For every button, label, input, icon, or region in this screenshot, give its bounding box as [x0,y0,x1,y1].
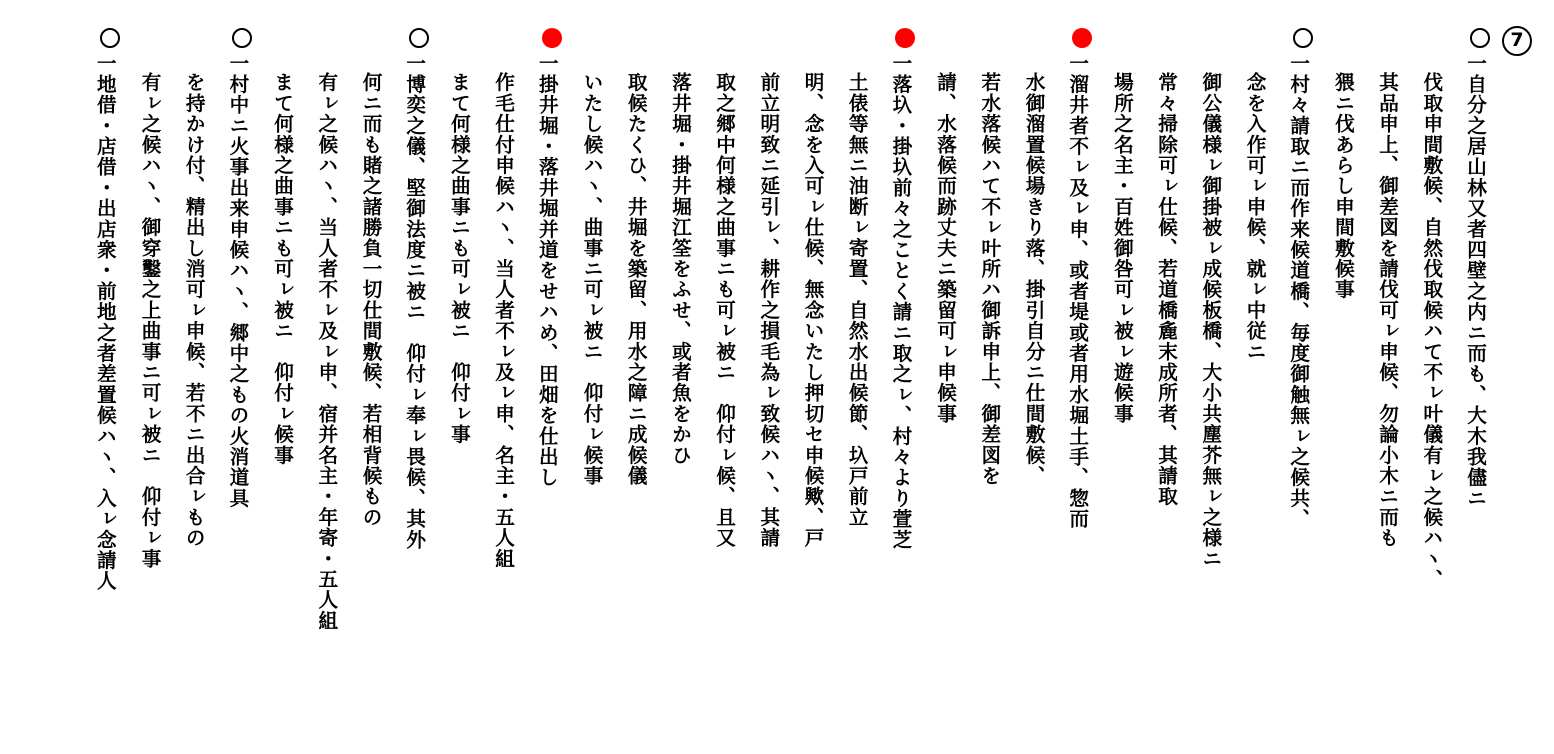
text-column [1106,0,1136,754]
column-text: 一溜井者不ㇾ及ㇾ申、或者堤或者用水堀土手、惣而 [1065,53,1089,530]
text-column [532,0,562,710]
text-column [1195,0,1225,754]
text-column [709,0,739,754]
page-number-badge: 7 [1502,26,1532,56]
text-column [1416,0,1446,754]
hollow-circle-marker [100,28,120,48]
text-column [355,0,385,754]
text-column [753,0,783,754]
column-text: 何ニ而も賭之諸勝負一切仕間敷候、若相背候もの [359,72,382,528]
hollow-circle-marker [232,28,252,48]
column-text: 一博奕之儀、堅御法度ニ被ニ 仰付ㇾ奉ㇾ畏候、其外 [402,53,426,550]
column-text: 有ㇾ之候ハヽ、当人者不ㇾ及ㇾ申、宿并名主・年寄・五人組 [314,72,338,631]
column-text: 念を入作可ㇾ申候、就ㇾ中従ニ [1243,72,1266,362]
text-column [841,0,871,754]
column-text: 水御溜置候場きり落、掛引自分ニ仕間敷候、 [1022,72,1045,486]
text-column [267,0,297,754]
column-text: 作毛仕付申候ハヽ、当人者不ㇾ及ㇾ申、名主・五人組 [491,72,515,569]
column-text: 一村々請取ニ而作来候道橋、毎度御触無ㇾ之候共、 [1286,53,1310,530]
column-text: 御公儀様ㇾ御掛被ㇾ成候板橋、大小共塵芥無ㇾ之様ニ [1198,72,1222,569]
text-column [1460,0,1490,710]
red-dot-marker [1072,28,1092,48]
text-column [620,0,650,754]
column-text: 一村中ニ火事出来申候ハヽ、郷中之もの火消道具 [225,53,249,509]
text-column [134,0,164,754]
column-text: 一落圦・掛圦前々之ことく請ニ取之ㇾ、村々より萱芝 [888,53,912,550]
red-dot-marker [895,28,915,48]
text-column [222,0,252,710]
column-text: 若水落候ハて不ㇾ叶所ハ御訴申上、御差図を [977,72,1001,486]
text-column [885,0,915,710]
column-text: 一自分之居山林又者四壁之内ニ而も、大木我儘ニ [1463,53,1487,509]
column-text: 取候たくひ、井堀を築留、用水之障ニ成候儀 [624,72,648,486]
text-column [1062,0,1092,710]
column-text: 伐取申間敷候、自然伐取候ハて不ㇾ叶儀有ㇾ之候ハヽ、 [1419,72,1443,590]
column-text: 明、念を入可ㇾ仕候、無念いたし押切セ申候歟、戸 [801,72,824,549]
column-text: 場所之名主・百姓御咎可ㇾ被ㇾ遊候事 [1110,72,1134,424]
column-text: 土俵等無ニ油断ㇾ寄置、自然水出候節、圦戸前立 [845,72,869,528]
text-column [399,0,429,710]
column-text: まて何様之曲事ニも可ㇾ被ニ 仰付ㇾ事 [447,72,471,445]
text-column [797,0,827,754]
column-text: 請、水落候而跡丈夫ニ築留可ㇾ申候事 [933,72,957,424]
text-column [443,0,473,754]
text-column [930,0,960,754]
text-column [1239,0,1269,754]
hollow-circle-marker [1470,28,1490,48]
column-text: 落井堀・掛井堀江筌をふせ、或者魚をかひ [668,72,692,466]
text-column [576,0,606,754]
text-column [90,0,120,710]
text-column [1372,0,1402,754]
text-column [488,0,518,754]
red-dot-marker [542,28,562,48]
column-text: 其品申上、御差図を請伐可ㇾ申候、勿論小木ニ而も [1375,72,1399,549]
text-column [974,0,1004,754]
column-text: 常々掃除可ㇾ仕候、若道橋麁末成所者、其請取 [1154,72,1178,507]
column-text: を持かけ付、精出し消可ㇾ申候、若不ニ出合ㇾもの [182,72,206,549]
hollow-circle-marker [1293,28,1313,48]
column-text: 一地借・店借・出店衆・前地之者差置候ハヽ、入ㇾ念請人 [93,53,117,592]
column-text: 有ㇾ之候ハヽ、御穿鑿之上曲事ニ可ㇾ被ニ 仰付ㇾ事 [138,72,161,569]
column-text: 猥ニ伐あらし申間敷候事 [1331,72,1355,300]
text-column [1151,0,1181,754]
text-column [664,0,694,754]
text-column [1283,0,1313,710]
text-column [311,0,341,754]
text-column [178,0,208,754]
column-text: 取之郷中何様之曲事ニも可ㇾ被ニ 仰付ㇾ候、且又 [712,72,736,549]
text-column [1018,0,1048,754]
hollow-circle-marker [409,28,429,48]
column-text: まて何様之曲事ニも可ㇾ被ニ 仰付ㇾ候事 [270,72,294,466]
column-text: 前立明致ニ延引ㇾ、耕作之損毛為ㇾ致候ハヽ、其請 [756,72,780,549]
text-column [1327,0,1357,754]
column-text: 一掛井堀・落井堀并道をせハめ、田畑を仕出し [535,53,559,488]
column-text: いたし候ハヽ、曲事ニ可ㇾ被ニ 仰付ㇾ候事 [580,72,603,486]
